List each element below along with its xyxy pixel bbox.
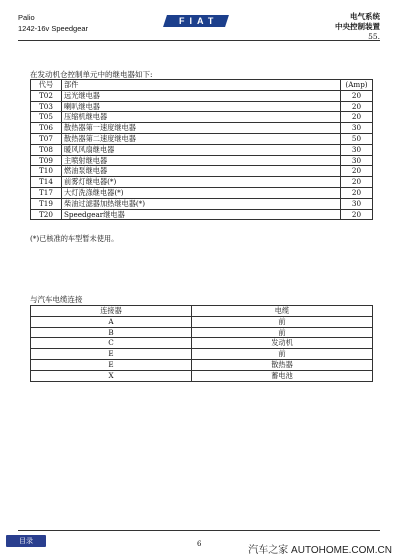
relay-table-row	[31, 123, 373, 134]
relay-amp-cell: 30	[341, 198, 373, 209]
relay-amp-cell: 20	[341, 187, 373, 198]
relay-code-cell: T20	[31, 209, 62, 220]
cable-connector-cell: B	[31, 327, 192, 338]
relay-amp-cell: 30	[341, 144, 373, 155]
cable-header-cable: 电缆	[192, 306, 373, 317]
header-page-ref: 55.	[368, 32, 380, 41]
relay-table-row	[31, 187, 373, 198]
cable-connector-cell: A	[31, 316, 192, 327]
relay-table-row	[31, 112, 373, 123]
relay-table-row	[31, 133, 373, 144]
relay-part-cell: 燃油泵继电器	[62, 166, 341, 177]
relay-part-cell: 暖风风扇继电器	[62, 144, 341, 155]
cable-cable-cell: 发动机	[192, 338, 373, 349]
relay-amp-cell: 20	[341, 209, 373, 220]
cable-connector-cell: E	[31, 359, 192, 370]
brand-logo-text: FIAT	[178, 16, 219, 26]
relay-part-cell: 压缩机继电器	[62, 112, 341, 123]
cable-cable-cell: 前	[192, 349, 373, 360]
relay-amp-cell: 50	[341, 133, 373, 144]
header-section: 电气系统	[350, 12, 380, 21]
cable-cable-cell: 蓄电池	[192, 370, 373, 381]
cable-table-row	[31, 359, 373, 370]
relay-code-cell: T08	[31, 144, 62, 155]
header-divider	[18, 40, 380, 41]
cable-header-connector: 连接器	[31, 306, 192, 317]
cable-cable-cell: 前	[192, 327, 373, 338]
relay-part-cell: 前雾灯继电器(*)	[62, 177, 341, 188]
watermark: 汽车之家 AUTOHOME.COM.CN	[248, 545, 392, 556]
cable-table	[30, 305, 373, 382]
relay-table-row	[31, 90, 373, 101]
cable-table-row	[31, 349, 373, 360]
relay-code-cell: T05	[31, 112, 62, 123]
relay-code-cell: T17	[31, 187, 62, 198]
relay-table-body	[31, 90, 373, 220]
header-right	[335, 12, 380, 42]
footnote: (*)已核准的车型暂未使用。	[30, 234, 119, 243]
relay-part-cell: 大灯洗涤继电器(*)	[62, 187, 341, 198]
relay-table-header-row	[31, 80, 373, 91]
cable-table-header-row	[31, 306, 373, 317]
relay-code-cell: T19	[31, 198, 62, 209]
relay-amp-cell: 20	[341, 101, 373, 112]
toc-button[interactable]: 目录	[6, 535, 46, 547]
page-number: 6	[197, 540, 202, 548]
relay-code-cell: T07	[31, 133, 62, 144]
cable-table-row	[31, 370, 373, 381]
header-model: Palio	[18, 13, 35, 22]
cable-table-row	[31, 338, 373, 349]
brand-logo	[163, 15, 229, 27]
header-submodel: 1242-16v Speedgear	[18, 24, 89, 33]
relay-part-cell: 主喷射继电器	[62, 155, 341, 166]
cable-connector-cell: C	[31, 338, 192, 349]
relay-table-row	[31, 177, 373, 188]
cable-connector-cell: E	[31, 349, 192, 360]
relay-table-row	[31, 155, 373, 166]
relay-part-cell: Speedgear继电器	[62, 209, 341, 220]
relay-table-row	[31, 198, 373, 209]
relay-part-cell: 散热器第二速度继电器	[62, 133, 341, 144]
relay-amp-cell: 30	[341, 155, 373, 166]
relay-code-cell: T10	[31, 166, 62, 177]
relay-table-row	[31, 144, 373, 155]
relay-code-cell: T14	[31, 177, 62, 188]
relay-part-cell: 柴油过滤器加热继电器(*)	[62, 198, 341, 209]
relay-amp-cell: 20	[341, 177, 373, 188]
relay-code-cell: T09	[31, 155, 62, 166]
cable-table-row	[31, 316, 373, 327]
cable-section-title: 与汽车电缆连接	[30, 295, 83, 304]
relay-part-cell: 散热器第一速度继电器	[62, 123, 341, 134]
relay-header-part: 部件	[62, 80, 341, 91]
relay-code-cell: T06	[31, 123, 62, 134]
relay-table-row	[31, 209, 373, 220]
cable-table-body	[31, 316, 373, 381]
header-subsection: 中央控制装置	[335, 22, 380, 31]
relay-amp-cell: 20	[341, 166, 373, 177]
cable-connector-cell: X	[31, 370, 192, 381]
header-left	[18, 12, 88, 34]
footer-divider	[18, 530, 380, 531]
cable-cable-cell: 前	[192, 316, 373, 327]
relay-amp-cell: 20	[341, 112, 373, 123]
relay-amp-cell: 30	[341, 123, 373, 134]
relay-amp-cell: 20	[341, 90, 373, 101]
relay-header-code: 代号	[31, 80, 62, 91]
relay-table-row	[31, 166, 373, 177]
relay-code-cell: T03	[31, 101, 62, 112]
relay-header-amp: (Amp)	[341, 80, 373, 91]
relay-part-cell: 喇叭继电器	[62, 101, 341, 112]
cable-cable-cell: 散热器	[192, 359, 373, 370]
relay-code-cell: T02	[31, 90, 62, 101]
cable-table-row	[31, 327, 373, 338]
relay-table	[30, 79, 373, 220]
relay-table-row	[31, 101, 373, 112]
relay-part-cell: 远光继电器	[62, 90, 341, 101]
intro-text: 在发动机仓控制单元中的继电器如下:	[30, 70, 153, 79]
